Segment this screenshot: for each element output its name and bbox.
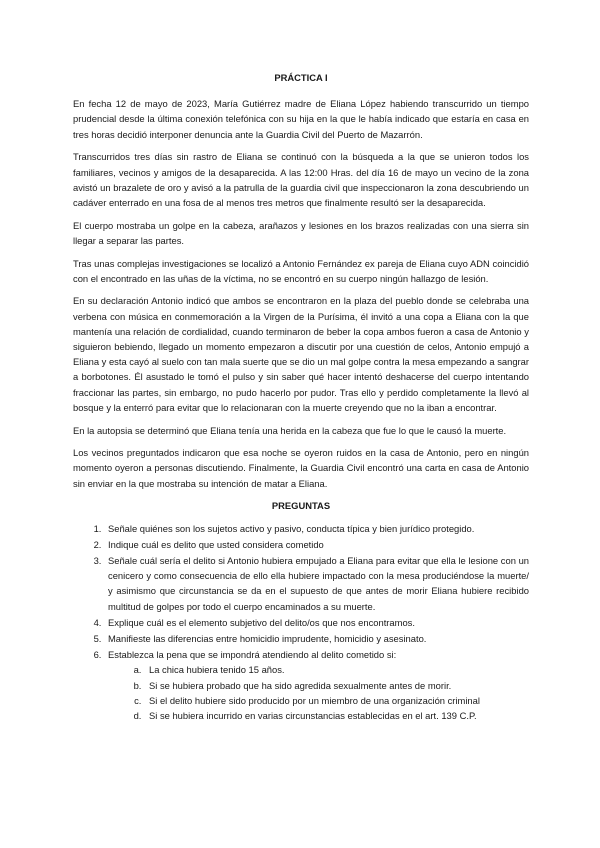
- question-text: Indique cuál es delito que usted considera cometido: [108, 538, 324, 550]
- subquestions-list: [108, 662, 529, 723]
- subquestion-item: c. Si el delito hubiere sido producido por un miembro de una organización criminal: [144, 693, 529, 708]
- question-item: [104, 631, 529, 646]
- question-item: [104, 521, 529, 536]
- subquestion-item: a. La chica hubiera tenido 15 años.: [144, 662, 529, 677]
- questions-list: [73, 521, 529, 724]
- page-title: PRÁCTICA I: [274, 72, 328, 83]
- question-item: [104, 553, 529, 614]
- question-item: [104, 647, 529, 723]
- paragraph: En la autopsia se determinó que Eliana tenía una herida en la cabeza que fue lo que le causó la muerte.: [73, 424, 507, 436]
- paragraph: Tras unas complejas investigaciones se localizó a Antonio Fernández ex pareja de Eliana cuyo ADN coincidió con el encontrado en las uñas de la víctima, no se encontró en su cuerpo ningún hallazgo de lesión.: [73, 257, 529, 284]
- question-item: [104, 615, 529, 630]
- paragraph: Los vecinos preguntados indicaron que esa noche se oyeron ruidos en la casa de Antonio, pero en ningún momento oyeron a personas discutiendo. Finalmente, la Guardia Civil encontró una carta en casa de Antonio sin enviar en la que mostraba su intención de matar a Eliana.: [73, 447, 529, 489]
- subquestion-item: b. Si se hubiera probado que ha sido agredida sexualmente antes de morir.: [144, 678, 529, 693]
- question-text: Explique cuál es el elemento subjetivo del delito/os que nos encontramos.: [108, 616, 415, 628]
- paragraph: El cuerpo mostraba un golpe en la cabeza, arañazos y lesiones en los brazos realizadas con una sierra sin llegar a separar las partes.: [73, 219, 529, 246]
- question-item: [104, 537, 529, 552]
- paragraph: En fecha 12 de mayo de 2023, María Gutiérrez madre de Eliana López habiendo transcurrido un tiempo prudencial desde la última conexión telefónica con su hija en la que le había indicado que estaría en casa en tres horas decidió interponer denuncia ante la Guardia Civil del Puerto de Mazarrón.: [73, 98, 529, 140]
- document-body: [73, 70, 529, 724]
- question-text: Establezca la pena que se impondrá atendiendo al delito cometido si:: [108, 649, 397, 661]
- questions-heading: PREGUNTAS: [271, 500, 331, 512]
- subquestion-item: d. Si se hubiera incurrido en varias circunstancias establecidas en el art. 139 C.P.: [144, 708, 529, 723]
- question-text: Señale quiénes son los sujetos activo y pasivo, conducta típica y bien jurídico protegido.: [108, 522, 475, 534]
- paragraph: En su declaración Antonio indicó que ambos se encontraron en la plaza del pueblo donde se celebraba una verbena con música en conmemoración a la Virgen de la Purísima, él invitó a una copa a Eliana con la que mantenía una relación de cordialidad, cuando terminaron de beber la copa ambos fueron a casa de Antonio y siguieron bebiendo, llegado un momento empezaron a discutir por una cuestión de celos, Antonio empujó a Eliana y esta cayó al suelo con tan mala suerte que se dio un mal golpe contra la mesa empezando a sangrar a borbotones. Él asustado le tomó el pulso y sin saber qué hacer intentó deshacerse del cuerpo intentando fraccionar las partes, sin embargo, no pudo hacerlo por pudor. Tras ello y perdido completamente la llevó al bosque y la enterró para evitar que lo relacionaran con la muerte creyendo que no la iban a encontrar.: [73, 295, 530, 413]
- question-text: Señale cuál sería el delito si Antonio hubiera empujado a Eliana para evitar que ella le lesione con un cenicero y como consecuencia de ello ella hubiere impactado con la mesa produciéndose la muerte/ y asimismo que circunstancia se da en el supuesto de que antes de morir Eliana hubiere recibido multitud de golpes por todo el cuerpo encaminados a su muerte.: [108, 554, 529, 612]
- paragraph: Transcurridos tres días sin rastro de Eliana se continuó con la búsqueda a la que se unieron todos los familiares, vecinos y amigos de la desaparecida. A las 12:00 Hras. del día 16 de mayo un vecino de la zona avistó un brazalete de oro y avisó a la patrulla de la guardia civil que inspeccionaron la zona descubriendo un cadáver enterrado en una fosa de al menos tres metros que finalmente resultó ser la desaparecida.: [73, 151, 529, 208]
- question-text: Manifieste las diferencias entre homicidio imprudente, homicidio y asesinato.: [108, 633, 427, 644]
